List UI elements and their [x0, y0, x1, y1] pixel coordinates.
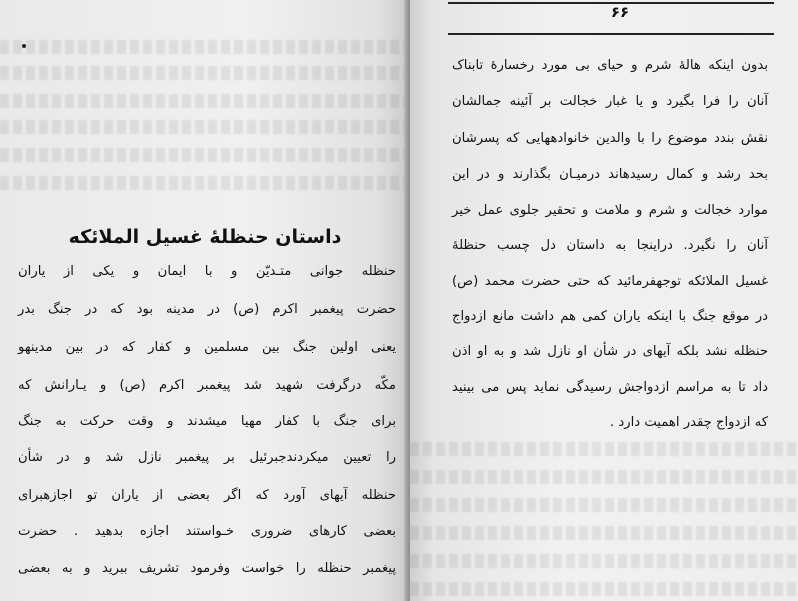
text-line: غسیل الملائکه توجهفرمائید که حتی حضرت محمد (ص): [452, 274, 768, 289]
text-line: حنظله جوانی متـدیّن و با ایمان و یکی از یاران: [18, 264, 396, 279]
text-line: بدون اینکه هالهٔ شرم و حیای بی مورد رخسارهٔ تابناک: [452, 58, 768, 73]
right-body-text: [410, 0, 798, 601]
text-line: موارد خجالت و شرم و ملامت و تحقیر جلوی عمل خیر: [452, 203, 768, 218]
story-heading: داستان حنظلهٔ غسیل الملائکه: [68, 226, 342, 248]
text-line: بحد رشد و کمال رسیدهاند درمیـان بگذارند و در این: [452, 167, 768, 182]
text-line: آنان را نگیرد. دراینجا به داستان دل چسب حنظلهٔ: [452, 238, 768, 253]
text-line: نقش بندد موضوع را با والدین خانوادههایی که پسرشان: [452, 131, 768, 146]
left-body-text: [18, 0, 396, 601]
text-line: را تعیین میکردندجبرئیل بر پیغمبر نازل شد و در شأن: [18, 450, 396, 465]
text-line: که ازدواج چقدر اهمیت دارد .: [609, 415, 768, 430]
right-page: [410, 0, 798, 601]
text-line: داد تا به مراسم ازدواجش رسیدگی نماید پس می بینید: [452, 380, 768, 395]
text-line: برای جنگ با کفار مهیا میشدند و وقت حرکت به جنگ: [18, 414, 396, 429]
text-line: حضرت پیغمبر اکرم (ص) در مدینه بود که در جنگ بدر: [18, 302, 396, 317]
text-line: آنان را فرا بگیرد و یا غبار خجالت بر آئینه جمالشان: [452, 94, 768, 109]
text-line: بعضی کارهای ضروری خـواستند اجازه بدهید . حضرت: [18, 524, 396, 539]
page-number: ۶۶: [610, 3, 630, 21]
text-line: پیغمبر حنظله را خواست وفرمود تشریف ببرید و به بعضی: [18, 561, 396, 576]
text-line: در موقع جنگ با اینکه یاران کمی هم داشت مانع ازدواج: [452, 309, 768, 324]
text-line: حنظله آیهای آورد که اگر بعضی از یاران تو اجازهبرای: [18, 488, 396, 503]
text-line: یعنی اولین جنگ بین مسلمین و کفار که در بین مدینهو: [18, 340, 396, 355]
text-line: مکّه درگرفت شهید شد پیغمبر اکرم (ص) و یـارانش که: [18, 378, 396, 393]
text-line: حنظله نشد بلکه آیهای در شأن او نازل شد و به او اذن: [452, 344, 768, 359]
